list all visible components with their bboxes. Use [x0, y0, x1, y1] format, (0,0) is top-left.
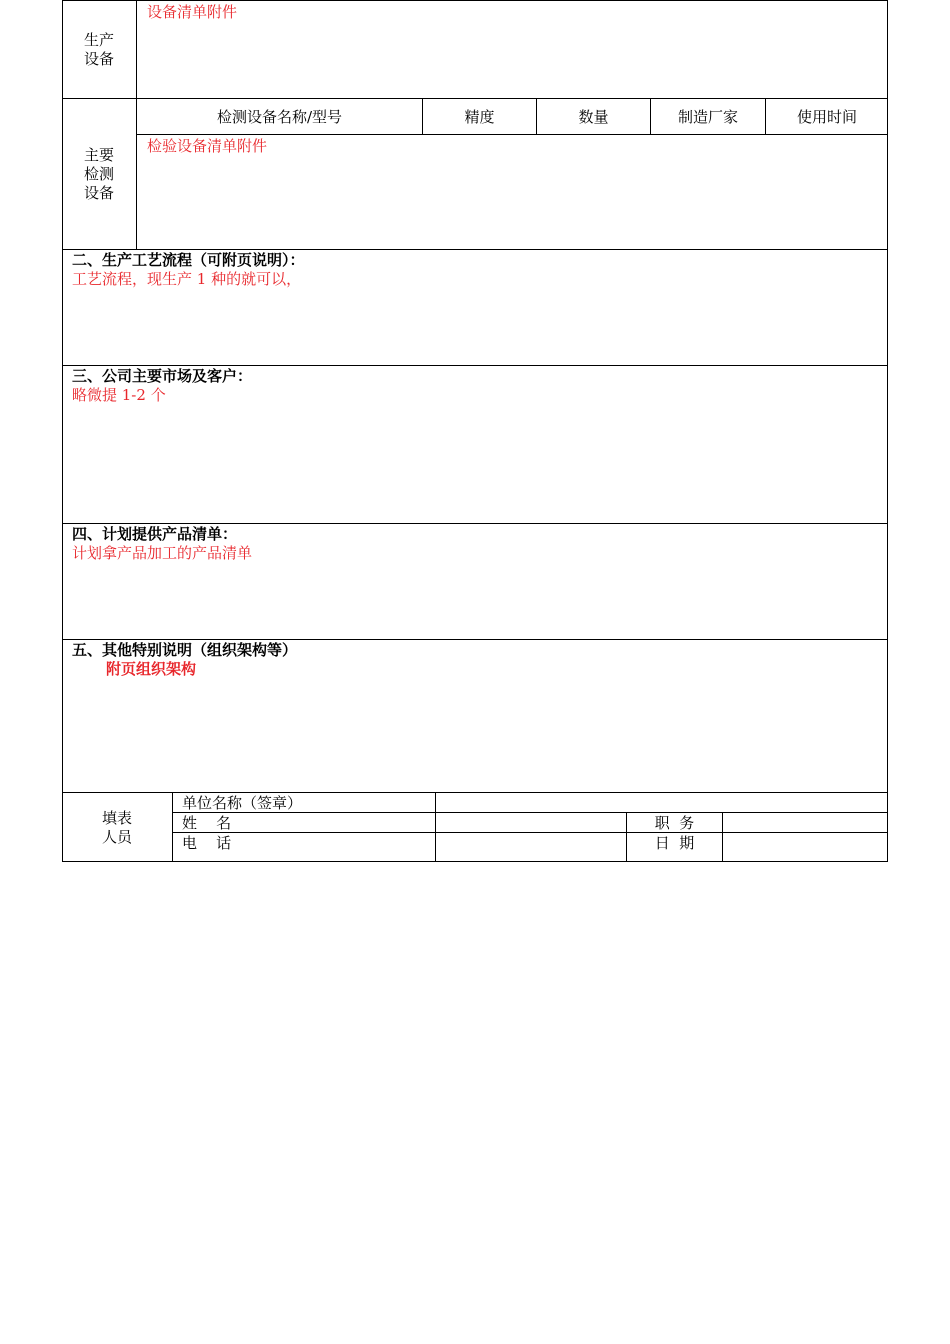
phone-label: 电 话 [182, 834, 232, 852]
section-note-product-list: 计划拿产品加工的产品清单 [72, 544, 253, 562]
row-divider [62, 523, 888, 524]
section-heading-product-list: 四、计划提供产品清单： [72, 525, 238, 543]
date-value[interactable] [723, 833, 887, 861]
section-note-market: 略微提 1-2 个 [72, 386, 166, 404]
name-value[interactable] [436, 813, 626, 832]
column-header-usage-time: 使用时间 [796, 108, 857, 126]
column-header-precision: 精度 [464, 108, 495, 126]
row-divider [62, 249, 888, 250]
header-bottom-divider [136, 134, 888, 135]
unit-name-label: 单位名称（签章） [182, 794, 303, 812]
column-header-manufacturer: 制造厂家 [677, 108, 738, 126]
column-header-quantity: 数量 [578, 108, 609, 126]
section-heading-market: 三、公司主要市场及客户： [72, 367, 253, 385]
inspection-equipment-note: 检验设备清单附件 [147, 137, 268, 155]
row-divider [62, 365, 888, 366]
production-equipment-label: 生产 设备 [83, 31, 114, 68]
name-label: 姓 名 [182, 814, 232, 832]
section-heading-other: 五、其他特别说明（组织架构等） [72, 641, 298, 659]
application-form [62, 0, 888, 862]
filler-label-divider [172, 792, 173, 862]
section-note-process: 工艺流程，现生产 1 种的就可以， [72, 270, 302, 288]
production-equipment-note: 设备清单附件 [147, 3, 238, 21]
date-label: 日 期 [654, 834, 695, 852]
section-note-other: 附页组织架构 [106, 660, 197, 678]
phone-value[interactable] [436, 833, 626, 861]
position-value[interactable] [723, 813, 887, 832]
section-heading-process: 二、生产工艺流程（可附页说明）： [72, 251, 305, 269]
row-divider [62, 639, 888, 640]
filler-label: 填表 人员 [101, 809, 132, 846]
inspection-equipment-label: 主要 检测 设备 [83, 146, 114, 202]
column-header-name-model: 检测设备名称/型号 [216, 108, 343, 126]
unit-name-value[interactable] [436, 793, 887, 812]
position-label: 职 务 [654, 814, 695, 832]
